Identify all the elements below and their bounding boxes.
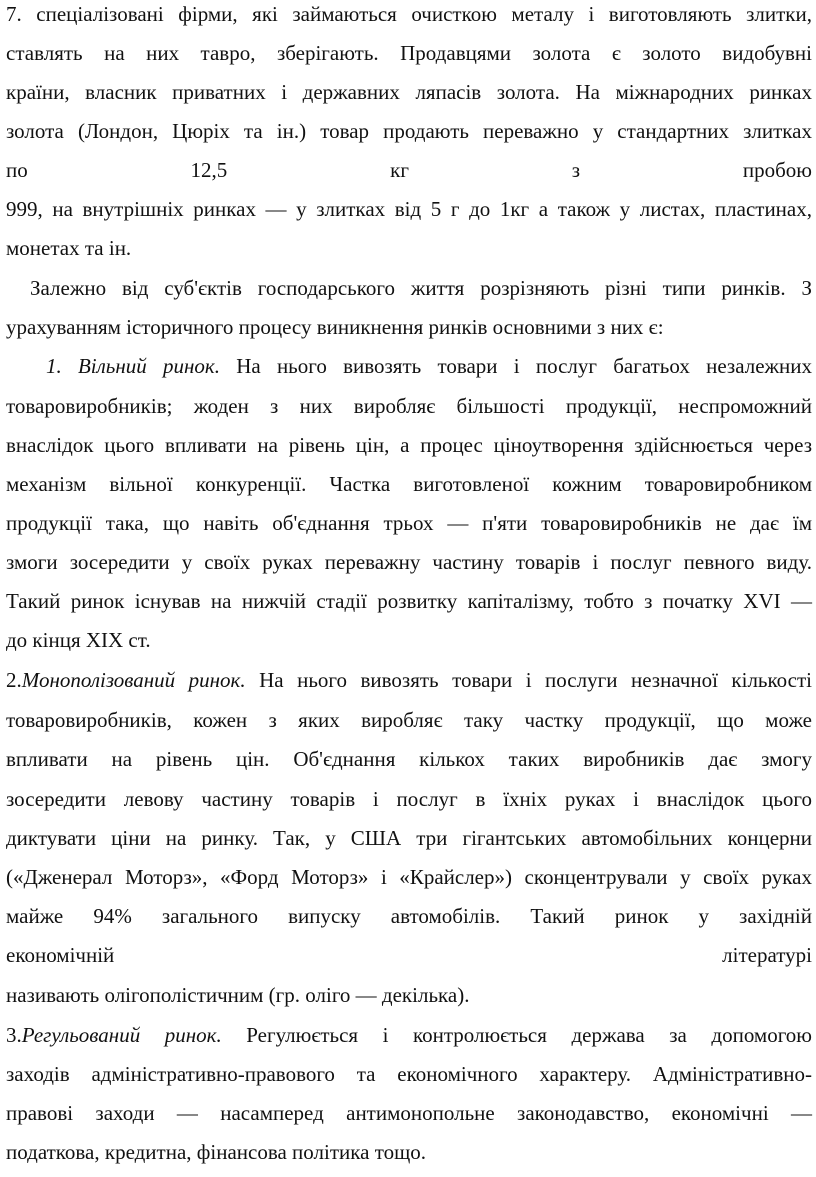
type2-line-5: диктувати ціни на ринку. Так, у США три гігантських автомобільних концерни — [6, 826, 812, 850]
type3-term: Регульований ринок. — [21, 1023, 222, 1047]
type1-line-3: внаслідок цього впливати на рівень цін, а процес ціноутворення здійснюється через — [6, 433, 812, 457]
type3-line-3: правові заходи — насамперед антимонопольне законодавство, економічні — — [6, 1101, 812, 1125]
type1-term: 1. Вільний ринок. — [46, 354, 220, 378]
type3-line-2: заходів адміністративно-правового та економічного характеру. Адміністративно- — [6, 1062, 812, 1086]
item7-line-1 — [6, 2, 812, 28]
item7-line-7: монетах та ін. — [6, 236, 132, 260]
type3-number: 3. — [6, 1023, 22, 1047]
type2-line-2: товаровиробників, кожен з яких виробляє таку частку продукції, що може — [6, 708, 812, 732]
type2-text-1: На нього вивозять товари і послуги незначної кількості — [259, 668, 812, 692]
type1-line-7: Такий ринок існував на нижчій стадії розвитку капіталізму, тобто з початку XVI — — [6, 589, 812, 613]
intro-line-2: урахуванням історичного процесу виникнення ринків основними з них є: — [6, 315, 664, 339]
type1-line-6: змоги зосередити у своїх руках переважну частину товарів і послуг певного виду. — [6, 550, 812, 574]
type2-line-6: («Дженерал Моторз», «Форд Моторз» і «Крайслер») сконцентрували у своїх руках — [6, 865, 812, 889]
type3-line-1 — [6, 1023, 812, 1049]
type2-line-8: економічній літературі — [6, 943, 812, 967]
type2-line-7: майже 94% загального випуску автомобілів. Такий ринок у західній — [6, 904, 812, 928]
type1-line-8: до кінця XIX ст. — [6, 628, 151, 652]
type1-line-5: продукції така, що навіть об'єднання трьох — п'яти товаровиробників не дає їм — [6, 511, 812, 535]
type2-line-1 — [6, 668, 812, 694]
type1-line-1 — [46, 354, 812, 380]
type1-line-2: товаровиробників; жоден з них виробляє більшості продукції, неспроможний — [6, 394, 812, 418]
item7-number: 7. — [6, 2, 22, 26]
type2-line-9: називають олігополістичним (гр. оліго — декілька). — [6, 983, 470, 1007]
type3-line-4: податкова, кредитна, фінансова політика тощо. — [6, 1140, 427, 1164]
type2-number: 2. — [6, 668, 22, 692]
item7-line-4: золота (Лондон, Цюріх та ін.) товар продають переважно у стандартних злитках — [6, 119, 812, 143]
item7-line-5: по 12,5 кг з пробою — [6, 158, 812, 182]
type1-text-1: На нього вивозять товари і послуг багатьох незалежних — [236, 354, 812, 378]
intro-line-1: Залежно від суб'єктів господарського життя розрізняють різні типи ринків. З — [30, 276, 812, 300]
type2-line-4: зосередити левову частину товарів і послуг в їхніх руках і внаслідок цього — [6, 787, 812, 811]
type1-line-4: механізм вільної конкуренції. Частка виготовленої кожним товаровиробником — [6, 472, 812, 496]
item7-line-2: ставлять на них тавро, зберігають. Продавцями золота є золото видобувні — [6, 41, 812, 65]
item7-text-1: спеціалізовані фірми, які займаються очисткою металу і виготовляють злитки, — [36, 2, 812, 26]
item7-line-3: країни, власник приватних і державних ляпасів золота. На міжнародних ринках — [6, 80, 812, 104]
type2-term: Монополізований ринок. — [21, 668, 246, 692]
item7-line-6: 999, на внутрішніх ринках — у злитках від 5 г до 1кг а також у листах, пластинах, — [6, 197, 812, 221]
type3-text-1: Регулюється і контролюється держава за допомогою — [246, 1023, 812, 1047]
type2-line-3: впливати на рівень цін. Об'єднання кількох таких виробників дає змогу — [6, 747, 812, 771]
